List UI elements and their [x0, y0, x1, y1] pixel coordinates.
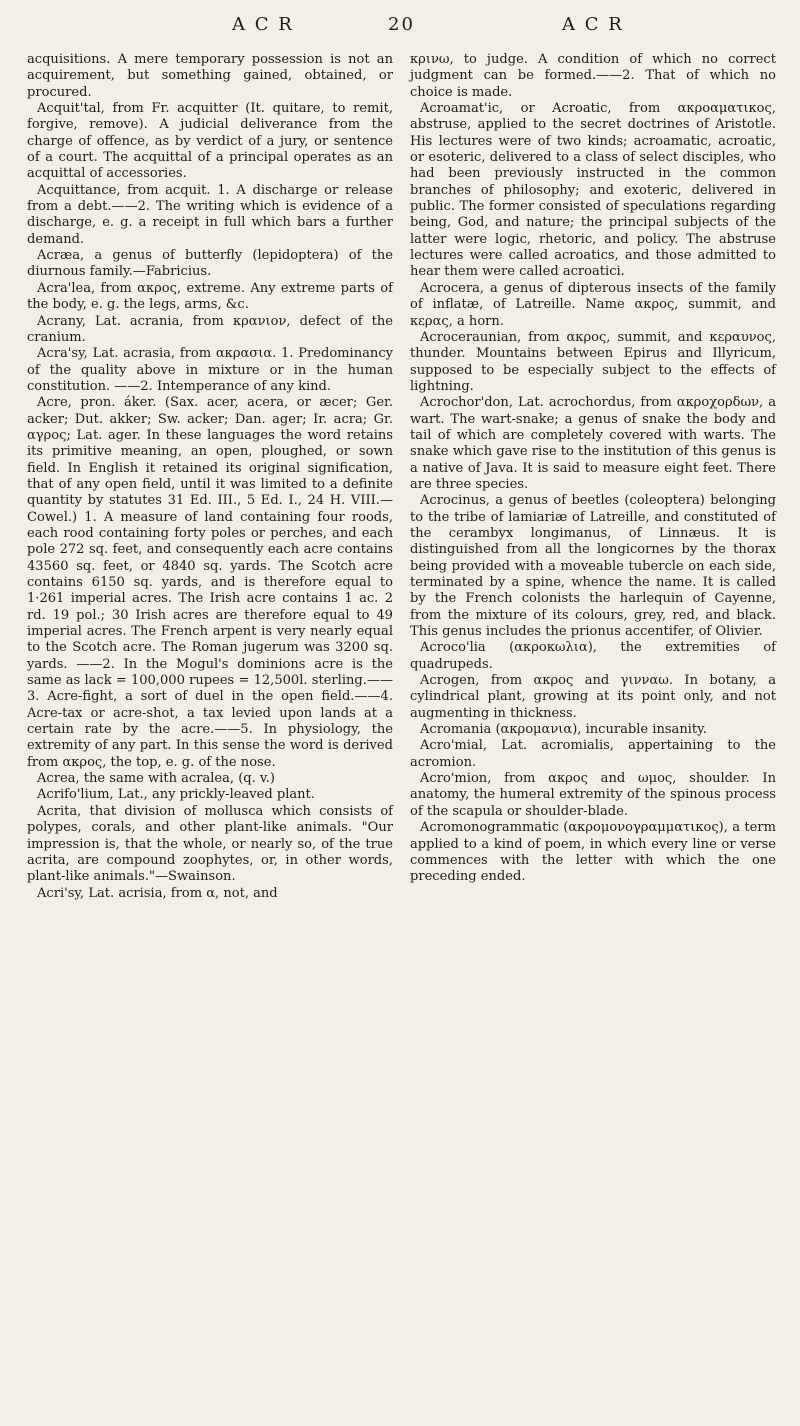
left-column	[27, 52, 393, 902]
dictionary-entry: κρινω, to judge. A condition of which no correct judgment can be formed.——2. That of which no choice is made.	[410, 52, 776, 100]
right-column	[410, 52, 776, 886]
dictionary-entry: Acrany, Lat. acrania, from κρανιον, defect of the cranium.	[27, 313, 393, 345]
dictionary-entry: Acrea, the same with acralea, (q. v.)	[37, 771, 275, 787]
dictionary-entry: Acra'sy, Lat. acrasia, from ακρασια. 1. Predominancy of the quality above in mixture or in the human constitution. ——2. Intemperance of any kind.	[27, 346, 393, 394]
dictionary-entry: Acrita, that division of mollusca which consists of polypes, corals, and other plant-like animals. "Our impression is, that the whole, or nearly so, of the true acrita, are compound zoophytes, or, in other words, plant-like animals."—Swainson.	[27, 803, 393, 885]
dictionary-entry: Acromonogrammatic (ακρομονογραμματικος), a term applied to a kind of poem, in which every line or verse commences with the letter with which the one preceding ended.	[410, 820, 776, 885]
dictionary-entry: Acra'lea, from ακρος, extreme. Any extreme parts of the body, e. g. the legs, arms, &c.	[27, 280, 393, 313]
dictionary-entry: Acro'mial, Lat. acromialis, appertaining to the acromion.	[410, 738, 776, 770]
running-header	[30, 14, 770, 44]
dictionary-entry: Acroamat'ic, or Acroatic, from ακροαματικος, abstruse, applied to the secret doctrines of Aristotle. His lectures were of two kinds; acroamatic, acroatic, or esoteric, delivered to a class of select disciples, who had been previously instructed in the common branches of philosophy; and exoteric, delivered in public. The former consisted of speculations regarding being, God, and nature; the principal subjects of the latter were logic, rhetoric, and policy. The abstruse lectures were called acroatics, and those admitted to hear them were called acroatici.	[410, 101, 776, 280]
dictionary-entry: Acri'sy, Lat. acrisia, from α, not, and	[37, 885, 278, 901]
dictionary-entry: Acrocinus, a genus of beetles (coleoptera) belonging to the tribe of lamiariæ of Latreille, and constituted of the cerambyx longimanus, of Linnæus. It is distinguished from all the longicornes by the thorax being provided with a moveable tubercle on each side, terminated by a spine, whence the name. It is called by the French colonists the harlequin of Cayenne, from the mixture of its colours, grey, red, and black. This genus includes the prionus accentifer, of Olivier.	[410, 493, 776, 640]
page-number: 20	[388, 14, 415, 35]
dictionary-entry: Acrogen, from ακρος and γινναω. In botany, a cylindrical plant, growing at its point only, and not augmenting in thickness.	[410, 673, 776, 721]
dictionary-entry: Acræa, a genus of butterfly (lepidoptera) of the diurnous family.—Fabricius.	[27, 248, 393, 280]
dictionary-entry: acquisitions. A mere temporary possession is not an acquirement, but something gained, obtained, or procured.	[27, 52, 393, 100]
dictionary-entry: Acroceraunian, from ακρος, summit, and κεραυνος, thunder. Mountains between Epirus and Illyricum, supposed to be especially subject to the effects of lightning.	[410, 329, 776, 394]
dictionary-entry: Acrocera, a genus of dipterous insects of the family of inflatæ, of Latreille. Name ακρος, summit, and κερας, a horn.	[410, 280, 776, 329]
dictionary-entry: Acromania (ακρομανια), incurable insanity.	[420, 722, 707, 738]
dictionary-entry: Acrifo'lium, Lat., any prickly-leaved plant.	[37, 787, 315, 803]
dictionary-entry: Acquittance, from acquit. 1. A discharge or release from a debt.——2. The writing which is evidence of a discharge, e. g. a receipt in full which bars a further demand.	[27, 182, 393, 247]
dictionary-entry: Acre, pron. áker. (Sax. acer, acera, or æcer; Ger. acker; Dut. akker; Sw. acker; Dan. ager; Ir. acra; Gr. αγρος; Lat. ager. In these languages the word retains its primitive meaning, an open, ploughed, or sown field. In English it retained its original signification, that of any open field, until it was limited to a definite quantity by statutes 31 Ed. III., 5 Ed. I., 24 H. VIII.—Cowel.) 1. A measure of land containing four roods, each rood containing forty poles or perches, and each pole 272 sq. feet, and consequently each acre contains 43560 sq. feet, or 4840 sq. yards. The Scotch acre contains 6150 sq. yards, and is therefore equal to 1·261 imperial acres. The Irish acre contains 1 ac. 2 rd. 19 pol.; 30 Irish acres are therefore equal to 49 imperial acres. The French arpent is very nearly equal to the Scotch acre. The Roman jugerum was 3200 sq. yards. ——2. In the Mogul's dominions acre is the same as lack = 100,000 rupees = 12,500l. sterling.——3. Acre-fight, a sort of duel in the open field.——4. Acre-tax or acre-shot, a tax levied upon lands at a certain rate by the acre.——5. In physiology, the extremity of any part. In this sense the word is derived from ακρος, the top, e. g. of the nose.	[27, 395, 393, 770]
dictionary-entry: Acro'mion, from ακρος and ωμος, shoulder. In anatomy, the humeral extremity of the spinous process of the scapula or shoulder-blade.	[410, 771, 776, 819]
dictionary-entry: Acrochor'don, Lat. acrochordus, from ακροχορδων, a wart. The wart-snake; a genus of snake the body and tail of which are completely covered with warts. The snake which gave rise to the institution of this genus is a native of Java. It is said to measure eight feet. There are three species.	[410, 395, 776, 492]
dictionary-entry: Acroco'lia (ακροκωλια), the extremities of quadrupeds.	[410, 640, 776, 672]
dictionary-entry: Acquit'tal, from Fr. acquitter (It. quitare, to remit, forgive, remove). A judicial deliverance from the charge of offence, as by verdict of a jury, or sentence of a court. The acquittal of a principal operates as an acquittal of accessories.	[27, 101, 393, 182]
header-left-guide-word: A C R	[232, 14, 294, 35]
header-right-guide-word: A C R	[562, 14, 624, 35]
